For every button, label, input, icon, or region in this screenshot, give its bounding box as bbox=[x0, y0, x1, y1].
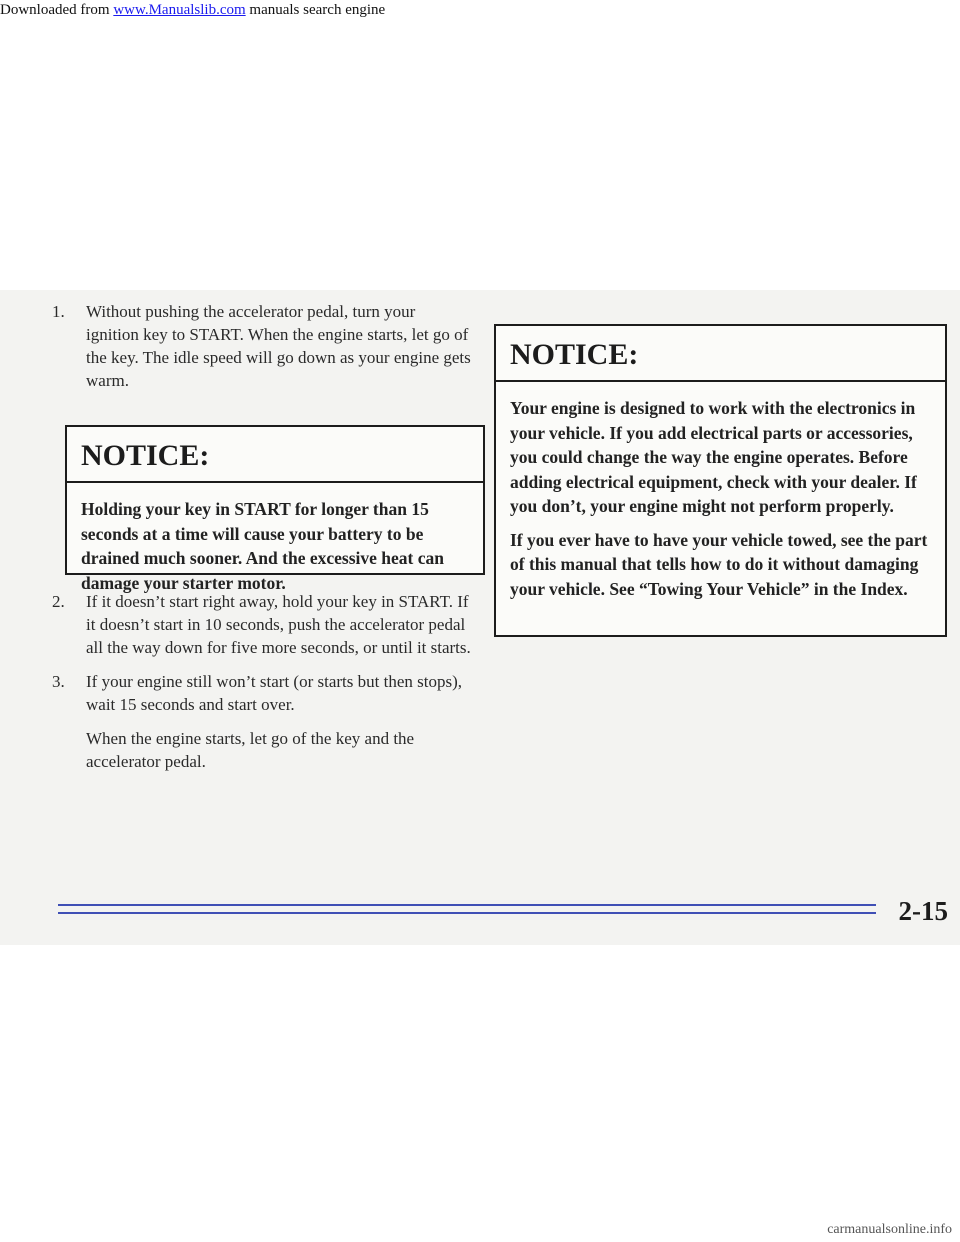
header-prefix: Downloaded from bbox=[0, 2, 114, 18]
notice-title: NOTICE: bbox=[496, 326, 945, 382]
download-header bbox=[0, 2, 385, 19]
page-number: 2-15 bbox=[898, 896, 948, 926]
notice-paragraph: Holding your key in START for longer than 15 seconds at a time will cause your battery to be drained much sooner. And the excessive heat can damage your starter motor. bbox=[81, 499, 444, 593]
step-number: 2. bbox=[52, 592, 65, 611]
step-item bbox=[52, 300, 472, 392]
notice-box-electrical bbox=[494, 324, 947, 637]
step-item bbox=[52, 670, 472, 716]
notice-box-battery bbox=[65, 425, 485, 593]
step-text: If your engine still won’t start (or starts but then stops), wait 15 seconds and start over. bbox=[86, 672, 462, 714]
steps-list-bottom bbox=[52, 590, 472, 773]
notice-paragraph: If you ever have to have your vehicle towed, see the part of this manual that tells how to do it without damaging your vehicle. See “Towing Your Vehicle” in the Index. bbox=[510, 529, 928, 599]
step-number: 1. bbox=[52, 302, 65, 321]
step-continuation: When the engine starts, let go of the key and the accelerator pedal. bbox=[86, 729, 415, 771]
footer-watermark: carmanualsonline.info bbox=[827, 1222, 952, 1237]
step-item bbox=[52, 590, 472, 659]
notice-paragraph: Your engine is designed to work with the electronics in your vehicle. If you add electrical parts or accessories, you could change the way the engine operates. Before adding electrical equipment, check with your dealer. If you don’t, your engine might not perform properly. bbox=[510, 398, 917, 516]
notice-body bbox=[496, 382, 945, 618]
footer-rule-top bbox=[58, 904, 876, 906]
steps-list-top bbox=[52, 300, 472, 403]
step-text: Without pushing the accelerator pedal, turn your ignition key to START. When the engine starts, let go of the key. The idle speed will go down as your engine gets warm. bbox=[86, 302, 471, 390]
footer-rule-bottom bbox=[58, 912, 876, 914]
manualslib-link[interactable]: www.Manualslib.com bbox=[113, 2, 246, 18]
header-suffix: manuals search engine bbox=[245, 2, 386, 18]
step-text: If it doesn’t start right away, hold your key in START. If it doesn’t start in 10 seconds, push the accelerator pedal all the way down for five more seconds, or until it starts. bbox=[86, 592, 471, 657]
notice-title: NOTICE: bbox=[67, 427, 483, 483]
step-number: 3. bbox=[52, 672, 65, 691]
